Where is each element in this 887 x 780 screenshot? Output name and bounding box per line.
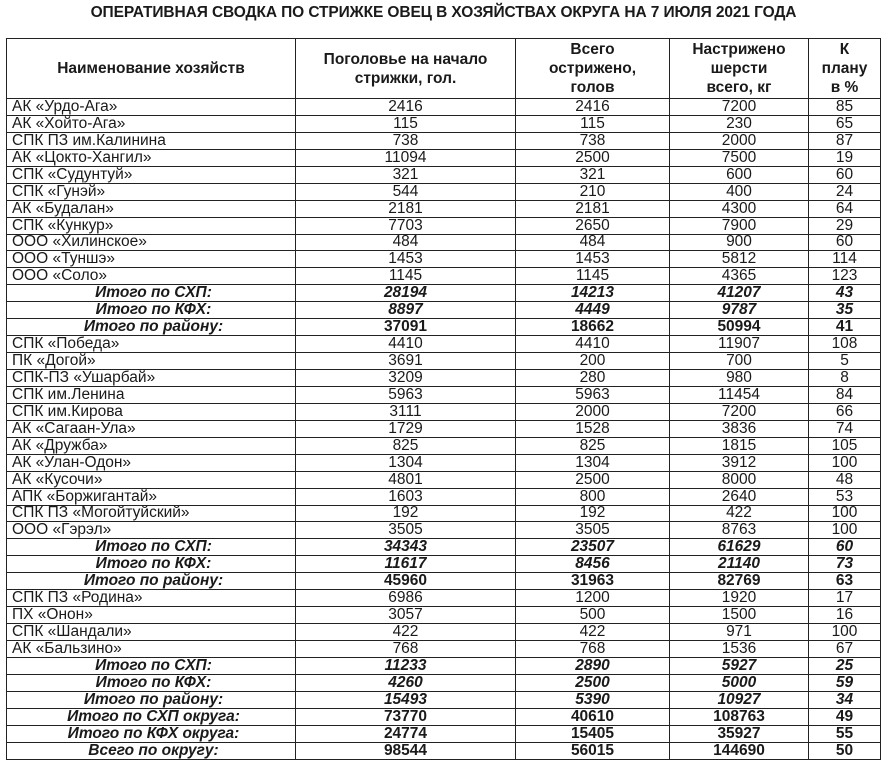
- row-head-count-cell: 4260: [296, 674, 516, 691]
- row-sheared-cell: 5963: [516, 386, 670, 403]
- row-sheared-cell: 15405: [516, 725, 670, 742]
- row-head-count-cell: 2416: [296, 99, 516, 116]
- table-row: [7, 420, 881, 437]
- table-row: [7, 149, 881, 166]
- table-row: [7, 234, 881, 251]
- row-sheared-cell: 192: [516, 505, 670, 522]
- row-wool-cell: 980: [670, 370, 809, 387]
- row-plan-percent-cell: 16: [809, 607, 881, 624]
- row-head-count-cell: 45960: [296, 573, 516, 590]
- row-head-count-cell: 3057: [296, 607, 516, 624]
- row-sheared-cell: 8456: [516, 556, 670, 573]
- row-wool-cell: 10927: [670, 691, 809, 708]
- row-head-count-cell: 192: [296, 505, 516, 522]
- row-head-count-cell: 6986: [296, 590, 516, 607]
- total-row: [7, 319, 881, 336]
- row-sheared-cell: 1304: [516, 454, 670, 471]
- row-wool-cell: 971: [670, 624, 809, 641]
- row-name-cell: СПК-ПЗ «Ушарбай»: [7, 370, 296, 387]
- row-plan-percent-cell: 35: [809, 302, 881, 319]
- table-row: [7, 336, 881, 353]
- row-head-count-cell: 3691: [296, 353, 516, 370]
- row-name-cell: ПК «Догой»: [7, 353, 296, 370]
- row-sheared-cell: 500: [516, 607, 670, 624]
- table-header-row: [7, 39, 881, 99]
- row-head-count-cell: 1304: [296, 454, 516, 471]
- row-sheared-cell: 280: [516, 370, 670, 387]
- row-sheared-cell: 14213: [516, 285, 670, 302]
- row-name-cell: ООО «Хилинское»: [7, 234, 296, 251]
- row-head-count-cell: 98544: [296, 742, 516, 759]
- row-sheared-cell: 2181: [516, 200, 670, 217]
- row-head-count-cell: 768: [296, 641, 516, 658]
- table-row: [7, 505, 881, 522]
- row-head-count-cell: 11617: [296, 556, 516, 573]
- row-head-count-cell: 1145: [296, 268, 516, 285]
- row-name-cell: АК «Цокто-Хангил»: [7, 149, 296, 166]
- row-name-cell: Итого по КФХ округа:: [7, 725, 296, 742]
- row-wool-cell: 400: [670, 183, 809, 200]
- row-head-count-cell: 15493: [296, 691, 516, 708]
- row-wool-cell: 11454: [670, 386, 809, 403]
- row-sheared-cell: 18662: [516, 319, 670, 336]
- subtotal-row: [7, 691, 881, 708]
- row-plan-percent-cell: 84: [809, 386, 881, 403]
- table-row: [7, 115, 881, 132]
- row-wool-cell: 7200: [670, 403, 809, 420]
- row-plan-percent-cell: 29: [809, 217, 881, 234]
- row-sheared-cell: 2500: [516, 149, 670, 166]
- row-wool-cell: 4365: [670, 268, 809, 285]
- row-name-cell: Итого по КФХ:: [7, 556, 296, 573]
- row-wool-cell: 1920: [670, 590, 809, 607]
- row-sheared-cell: 1528: [516, 420, 670, 437]
- table-row: [7, 590, 881, 607]
- row-plan-percent-cell: 60: [809, 234, 881, 251]
- row-name-cell: Итого по СХП округа:: [7, 708, 296, 725]
- row-sheared-cell: 484: [516, 234, 670, 251]
- row-wool-cell: 50994: [670, 319, 809, 336]
- row-plan-percent-cell: 55: [809, 725, 881, 742]
- row-head-count-cell: 11233: [296, 657, 516, 674]
- row-name-cell: СПК им.Кирова: [7, 403, 296, 420]
- row-plan-percent-cell: 34: [809, 691, 881, 708]
- table-row: [7, 217, 881, 234]
- row-plan-percent-cell: 17: [809, 590, 881, 607]
- row-plan-percent-cell: 100: [809, 522, 881, 539]
- row-name-cell: ООО «Гэрэл»: [7, 522, 296, 539]
- row-wool-cell: 8763: [670, 522, 809, 539]
- row-sheared-cell: 56015: [516, 742, 670, 759]
- table-row: [7, 353, 881, 370]
- table-row: [7, 183, 881, 200]
- row-sheared-cell: 2890: [516, 657, 670, 674]
- table-row: [7, 454, 881, 471]
- row-head-count-cell: 2181: [296, 200, 516, 217]
- row-name-cell: СПК «Кункур»: [7, 217, 296, 234]
- row-wool-cell: 8000: [670, 471, 809, 488]
- row-head-count-cell: 115: [296, 115, 516, 132]
- row-head-count-cell: 4410: [296, 336, 516, 353]
- subtotal-row: [7, 674, 881, 691]
- row-head-count-cell: 11094: [296, 149, 516, 166]
- row-plan-percent-cell: 65: [809, 115, 881, 132]
- row-head-count-cell: 3111: [296, 403, 516, 420]
- row-name-cell: Итого по КФХ:: [7, 302, 296, 319]
- table-row: [7, 251, 881, 268]
- row-wool-cell: 5000: [670, 674, 809, 691]
- row-head-count-cell: 484: [296, 234, 516, 251]
- row-wool-cell: 3912: [670, 454, 809, 471]
- sheep-shearing-table: [6, 38, 881, 760]
- row-name-cell: ПХ «Онон»: [7, 607, 296, 624]
- row-wool-cell: 82769: [670, 573, 809, 590]
- row-plan-percent-cell: 41: [809, 319, 881, 336]
- table-body: [7, 99, 881, 760]
- row-sheared-cell: 23507: [516, 539, 670, 556]
- row-plan-percent-cell: 100: [809, 505, 881, 522]
- row-wool-cell: 7200: [670, 99, 809, 116]
- row-sheared-cell: 1453: [516, 251, 670, 268]
- row-head-count-cell: 3209: [296, 370, 516, 387]
- row-name-cell: ООО «Туншэ»: [7, 251, 296, 268]
- row-sheared-cell: 825: [516, 437, 670, 454]
- row-head-count-cell: 1729: [296, 420, 516, 437]
- row-plan-percent-cell: 87: [809, 132, 881, 149]
- row-sheared-cell: 1200: [516, 590, 670, 607]
- table-row: [7, 166, 881, 183]
- row-wool-cell: 11907: [670, 336, 809, 353]
- row-name-cell: Итого по СХП:: [7, 657, 296, 674]
- row-plan-percent-cell: 64: [809, 200, 881, 217]
- row-sheared-cell: 115: [516, 115, 670, 132]
- total-row: [7, 708, 881, 725]
- row-name-cell: СПК ПЗ «Родина»: [7, 590, 296, 607]
- row-sheared-cell: 2000: [516, 403, 670, 420]
- table-row: [7, 641, 881, 658]
- row-wool-cell: 900: [670, 234, 809, 251]
- table-row: [7, 200, 881, 217]
- row-name-cell: СПК «Шандали»: [7, 624, 296, 641]
- row-wool-cell: 1500: [670, 607, 809, 624]
- table-row: [7, 370, 881, 387]
- row-name-cell: АК «Сагаан-Ула»: [7, 420, 296, 437]
- subtotal-row: [7, 556, 881, 573]
- row-sheared-cell: 5390: [516, 691, 670, 708]
- table-row: [7, 437, 881, 454]
- row-plan-percent-cell: 100: [809, 624, 881, 641]
- row-head-count-cell: 3505: [296, 522, 516, 539]
- row-sheared-cell: 210: [516, 183, 670, 200]
- row-plan-percent-cell: 73: [809, 556, 881, 573]
- table-row: [7, 99, 881, 116]
- row-plan-percent-cell: 5: [809, 353, 881, 370]
- row-sheared-cell: 2416: [516, 99, 670, 116]
- row-plan-percent-cell: 49: [809, 708, 881, 725]
- row-sheared-cell: 2500: [516, 674, 670, 691]
- row-sheared-cell: 40610: [516, 708, 670, 725]
- table-row: [7, 386, 881, 403]
- row-name-cell: ООО «Соло»: [7, 268, 296, 285]
- row-plan-percent-cell: 48: [809, 471, 881, 488]
- row-sheared-cell: 200: [516, 353, 670, 370]
- subtotal-row: [7, 539, 881, 556]
- row-name-cell: Итого по СХП:: [7, 539, 296, 556]
- row-wool-cell: 5927: [670, 657, 809, 674]
- table-row: [7, 624, 881, 641]
- subtotal-row: [7, 285, 881, 302]
- row-plan-percent-cell: 63: [809, 573, 881, 590]
- row-head-count-cell: 7703: [296, 217, 516, 234]
- subtotal-row: [7, 657, 881, 674]
- row-name-cell: Итого по району:: [7, 319, 296, 336]
- row-wool-cell: 3836: [670, 420, 809, 437]
- header-plan: К плану в %: [809, 39, 881, 99]
- row-sheared-cell: 738: [516, 132, 670, 149]
- row-wool-cell: 41207: [670, 285, 809, 302]
- row-sheared-cell: 4449: [516, 302, 670, 319]
- table-row: [7, 132, 881, 149]
- header-head-count: Поголовье на начало стрижки, гол.: [296, 39, 516, 99]
- row-wool-cell: 600: [670, 166, 809, 183]
- row-wool-cell: 7900: [670, 217, 809, 234]
- row-sheared-cell: 2650: [516, 217, 670, 234]
- row-name-cell: АК «Урдо-Ага»: [7, 99, 296, 116]
- row-sheared-cell: 2500: [516, 471, 670, 488]
- row-head-count-cell: 28194: [296, 285, 516, 302]
- row-name-cell: АК «Улан-Одон»: [7, 454, 296, 471]
- subtotal-row: [7, 302, 881, 319]
- row-head-count-cell: 37091: [296, 319, 516, 336]
- row-head-count-cell: 738: [296, 132, 516, 149]
- row-name-cell: Итого по району:: [7, 691, 296, 708]
- row-plan-percent-cell: 59: [809, 674, 881, 691]
- row-name-cell: АК «Бальзино»: [7, 641, 296, 658]
- total-row: [7, 725, 881, 742]
- row-plan-percent-cell: 50: [809, 742, 881, 759]
- row-plan-percent-cell: 74: [809, 420, 881, 437]
- row-sheared-cell: 1145: [516, 268, 670, 285]
- row-plan-percent-cell: 53: [809, 488, 881, 505]
- header-sheared: Всего остриженo, голов: [516, 39, 670, 99]
- row-head-count-cell: 8897: [296, 302, 516, 319]
- row-head-count-cell: 825: [296, 437, 516, 454]
- row-head-count-cell: 24774: [296, 725, 516, 742]
- row-wool-cell: 2640: [670, 488, 809, 505]
- row-wool-cell: 4300: [670, 200, 809, 217]
- row-head-count-cell: 4801: [296, 471, 516, 488]
- row-name-cell: АК «Кусочи»: [7, 471, 296, 488]
- row-head-count-cell: 1453: [296, 251, 516, 268]
- row-name-cell: Итого по району:: [7, 573, 296, 590]
- row-wool-cell: 144690: [670, 742, 809, 759]
- row-wool-cell: 9787: [670, 302, 809, 319]
- row-name-cell: СПК ПЗ «Могойтуйский»: [7, 505, 296, 522]
- row-plan-percent-cell: 114: [809, 251, 881, 268]
- row-name-cell: АК «Дружба»: [7, 437, 296, 454]
- header-name: Наименование хозяйств: [7, 39, 296, 99]
- row-name-cell: СПК им.Ленина: [7, 386, 296, 403]
- row-plan-percent-cell: 25: [809, 657, 881, 674]
- row-wool-cell: 230: [670, 115, 809, 132]
- row-head-count-cell: 73770: [296, 708, 516, 725]
- row-sheared-cell: 321: [516, 166, 670, 183]
- row-plan-percent-cell: 66: [809, 403, 881, 420]
- table-row: [7, 403, 881, 420]
- row-head-count-cell: 544: [296, 183, 516, 200]
- row-wool-cell: 108763: [670, 708, 809, 725]
- total-row: [7, 742, 881, 759]
- table-row: [7, 607, 881, 624]
- row-sheared-cell: 31963: [516, 573, 670, 590]
- row-plan-percent-cell: 43: [809, 285, 881, 302]
- row-plan-percent-cell: 8: [809, 370, 881, 387]
- row-plan-percent-cell: 108: [809, 336, 881, 353]
- row-head-count-cell: 1603: [296, 488, 516, 505]
- row-wool-cell: 5812: [670, 251, 809, 268]
- row-plan-percent-cell: 100: [809, 454, 881, 471]
- row-sheared-cell: 768: [516, 641, 670, 658]
- row-wool-cell: 61629: [670, 539, 809, 556]
- row-plan-percent-cell: 85: [809, 99, 881, 116]
- row-wool-cell: 21140: [670, 556, 809, 573]
- table-row: [7, 471, 881, 488]
- row-wool-cell: 2000: [670, 132, 809, 149]
- row-wool-cell: 422: [670, 505, 809, 522]
- row-plan-percent-cell: 19: [809, 149, 881, 166]
- row-head-count-cell: 5963: [296, 386, 516, 403]
- row-head-count-cell: 422: [296, 624, 516, 641]
- total-row: [7, 573, 881, 590]
- row-sheared-cell: 3505: [516, 522, 670, 539]
- row-plan-percent-cell: 123: [809, 268, 881, 285]
- row-wool-cell: 7500: [670, 149, 809, 166]
- row-name-cell: АК «Хойто-Ага»: [7, 115, 296, 132]
- row-name-cell: АПК «Боржигантай»: [7, 488, 296, 505]
- row-name-cell: Итого по КФХ:: [7, 674, 296, 691]
- row-name-cell: Итого по СХП:: [7, 285, 296, 302]
- row-head-count-cell: 321: [296, 166, 516, 183]
- row-plan-percent-cell: 60: [809, 166, 881, 183]
- row-plan-percent-cell: 105: [809, 437, 881, 454]
- row-plan-percent-cell: 60: [809, 539, 881, 556]
- table-row: [7, 488, 881, 505]
- table-row: [7, 268, 881, 285]
- row-name-cell: Всего по округу:: [7, 742, 296, 759]
- row-head-count-cell: 34343: [296, 539, 516, 556]
- row-sheared-cell: 4410: [516, 336, 670, 353]
- table-row: [7, 522, 881, 539]
- row-sheared-cell: 422: [516, 624, 670, 641]
- row-wool-cell: 1536: [670, 641, 809, 658]
- row-name-cell: СПК «Победа»: [7, 336, 296, 353]
- row-wool-cell: 35927: [670, 725, 809, 742]
- row-name-cell: СПК «Судунтуй»: [7, 166, 296, 183]
- row-name-cell: СПК ПЗ им.Калинина: [7, 132, 296, 149]
- row-wool-cell: 1815: [670, 437, 809, 454]
- row-sheared-cell: 800: [516, 488, 670, 505]
- row-wool-cell: 700: [670, 353, 809, 370]
- row-plan-percent-cell: 24: [809, 183, 881, 200]
- page-title: ОПЕРАТИВНАЯ СВОДКА ПО СТРИЖКЕ ОВЕЦ В ХОЗЯЙСТВАХ ОКРУГА НА 7 ИЮЛЯ 2021 ГОДА: [90, 4, 797, 21]
- row-name-cell: СПК «Гунэй»: [7, 183, 296, 200]
- row-name-cell: АК «Будалан»: [7, 200, 296, 217]
- header-wool: Настрижено шерсти всего, кг: [670, 39, 809, 99]
- row-plan-percent-cell: 67: [809, 641, 881, 658]
